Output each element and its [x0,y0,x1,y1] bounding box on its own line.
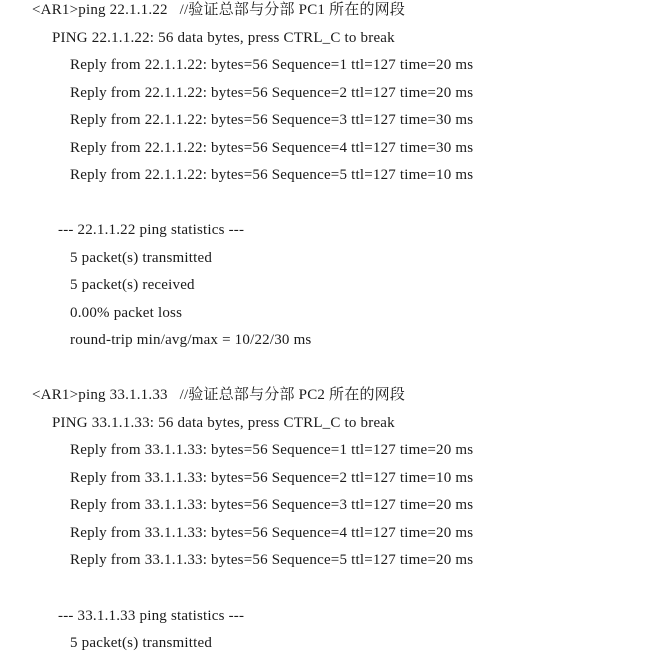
statistics-line: 5 packet(s) received [70,277,195,293]
statistics-header: --- 22.1.1.22 ping statistics --- [58,222,245,238]
statistics-line: 0.00% packet loss [70,305,183,321]
statistics-header: --- 33.1.1.33 ping statistics --- [58,608,245,624]
statistics-line: 5 packet(s) transmitted [70,250,213,266]
reply-line: Reply from 33.1.1.33: bytes=56 Sequence=1 ttl=127 time=20 ms [70,442,474,458]
reply-line: Reply from 22.1.1.22: bytes=56 Sequence=4 ttl=127 time=30 ms [70,140,474,156]
reply-line: Reply from 33.1.1.33: bytes=56 Sequence=2 ttl=127 time=10 ms [70,470,474,486]
command-prompt-line: <AR1>ping 33.1.1.33 //验证总部与分部 PC2 所在的网段 [32,387,406,403]
ping-header-line: PING 33.1.1.33: 56 data bytes, press CTRL_C to break [52,415,395,431]
ping-header-line: PING 22.1.1.22: 56 data bytes, press CTRL_C to break [52,30,395,46]
reply-line: Reply from 22.1.1.22: bytes=56 Sequence=3 ttl=127 time=30 ms [70,112,474,128]
reply-line: Reply from 33.1.1.33: bytes=56 Sequence=4 ttl=127 time=20 ms [70,525,474,541]
reply-line: Reply from 22.1.1.22: bytes=56 Sequence=5 ttl=127 time=10 ms [70,167,474,183]
reply-line: Reply from 22.1.1.22: bytes=56 Sequence=2 ttl=127 time=20 ms [70,85,474,101]
command-prompt-line: <AR1>ping 22.1.1.22 //验证总部与分部 PC1 所在的网段 [32,2,406,18]
reply-line: Reply from 33.1.1.33: bytes=56 Sequence=5 ttl=127 time=20 ms [70,552,474,568]
statistics-line: round-trip min/avg/max = 10/22/30 ms [70,332,312,348]
reply-line: Reply from 33.1.1.33: bytes=56 Sequence=3 ttl=127 time=20 ms [70,497,474,513]
statistics-line: 5 packet(s) transmitted [70,635,213,651]
reply-line: Reply from 22.1.1.22: bytes=56 Sequence=1 ttl=127 time=20 ms [70,57,474,73]
